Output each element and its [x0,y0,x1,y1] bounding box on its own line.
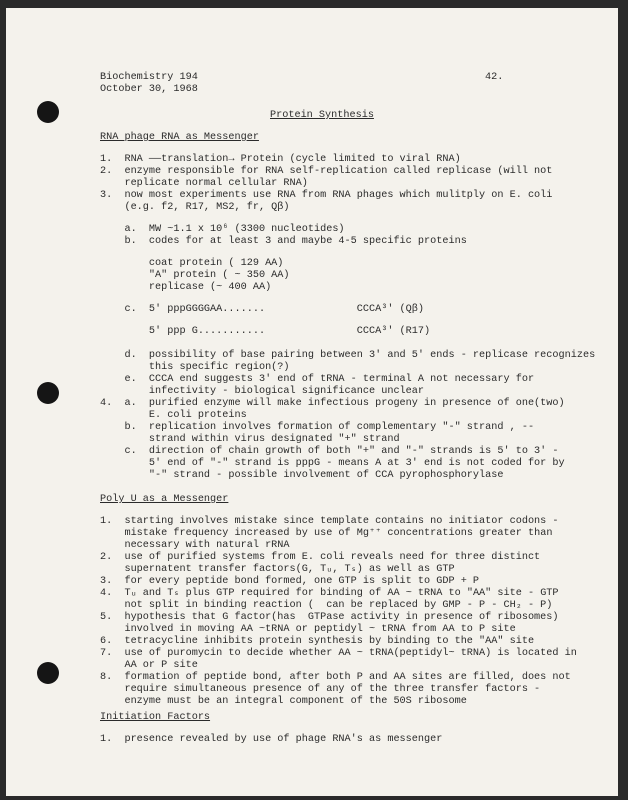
text-line: AA or P site [100,660,198,671]
text-line: 3. now most experiments use RNA from RNA phages which mulitply on E. coli [100,190,553,201]
text-line: require simultaneous presence of any of the three transfer factors - [100,684,541,695]
text-line: replicase (~ 400 AA) [100,282,272,293]
text-line: 5' ppp G........... CCCA³' (R17) [100,326,431,337]
section-heading-initiation: Initiation Factors [100,712,211,723]
text-line: 2. use of purified systems from E. coli reveals need for three distinct [100,552,541,563]
text-line: c. direction of chain growth of both "+" and "-" strands is 5' to 3' - [100,446,559,457]
text-line: c. 5' pppGGGGAA....... CCCA³' (Qβ) [100,304,425,315]
text-line: E. coli proteins [100,410,247,421]
text-line: 1. presence revealed by use of phage RNA's as messenger [100,734,443,745]
text-line: 2. enzyme responsible for RNA self-replication called replicase (will not [100,166,553,177]
text-line: infectivity - biological significance unclear [100,386,425,397]
text-line: not split in binding reaction ( can be replaced by GMP - P - CH₂ - P) [100,600,553,611]
text-line: 4. a. purified enzyme will make infectious progeny in presence of one(two) [100,398,565,409]
text-line: b. codes for at least 3 and maybe 4-5 specific proteins [100,236,467,247]
text-line: 3. for every peptide bond formed, one GTP is split to GDP + P [100,576,480,587]
text-line: replicate normal cellular RNA) [100,178,308,189]
section-heading-rna-phage: RNA phage RNA as Messenger [100,132,259,143]
page-title: Protein Synthesis [270,110,374,121]
text-line: supernatent transfer factors(G, Tᵤ, Tₛ) as well as GTP [100,564,455,575]
text-line: necessary with natural rRNA [100,540,290,551]
page-number: 42. [485,72,504,83]
document-page [6,8,618,796]
text-line: "A" protein ( ~ 350 AA) [100,270,290,281]
text-line: 8. formation of peptide bond, after both P and AA sites are filled, does not [100,672,571,683]
punch-hole-top [37,101,59,123]
text-line: 1. starting involves mistake since template contains no initiator codons - [100,516,559,527]
text-line: 5' end of "-" strand is pppG - means A at 3' end is not coded for by [100,458,565,469]
text-line: 5. hypothesis that G factor(has GTPase activity in presence of ribosomes) [100,612,559,623]
section-heading-poly-u: Poly U as a Messenger [100,494,229,505]
text-line: strand within virus designated "+" strand [100,434,400,445]
lecture-date: October 30, 1968 [100,84,198,95]
text-line: "-" strand - possible involvement of CCA pyrophosphorylase [100,470,504,481]
text-line: 7. use of puromycin to decide whether AA ~ tRNA(peptidyl~ tRNA) is located in [100,648,577,659]
text-line: (e.g. f2, R17, MS2, fr, Qβ) [100,202,290,213]
text-line: involved in moving AA ~tRNA or peptidyl ~ tRNA from AA to P site [100,624,516,635]
punch-hole-middle [37,382,59,404]
text-line: b. replication involves formation of complementary "-" strand , -- [100,422,535,433]
text-line: e. CCCA end suggests 3' end of tRNA - terminal A not necessary for [100,374,535,385]
text-line: a. MW ~1.1 x 10⁶ (3300 nucleotides) [100,224,345,235]
text-line: enzyme must be an integral component of the 50S ribosome [100,696,467,707]
punch-hole-bottom [37,662,59,684]
text-line: 4. Tᵤ and Tₛ plus GTP required for binding of AA ~ tRNA to "AA" site - GTP [100,588,559,599]
course-name: Biochemistry 194 [100,72,198,83]
text-line: d. possibility of base pairing between 3' and 5' ends - replicase recognizes [100,350,596,361]
text-line: 6. tetracycline inhibits protein synthesis by binding to the "AA" site [100,636,535,647]
text-line: coat protein ( 129 AA) [100,258,284,269]
text-line: 1. RNA ——translation→ Protein (cycle limited to viral RNA) [100,154,461,165]
text-line: this specific region(?) [100,362,290,373]
text-line: mistake frequency increased by use of Mg⁺⁺ concentrations greater than [100,528,553,539]
